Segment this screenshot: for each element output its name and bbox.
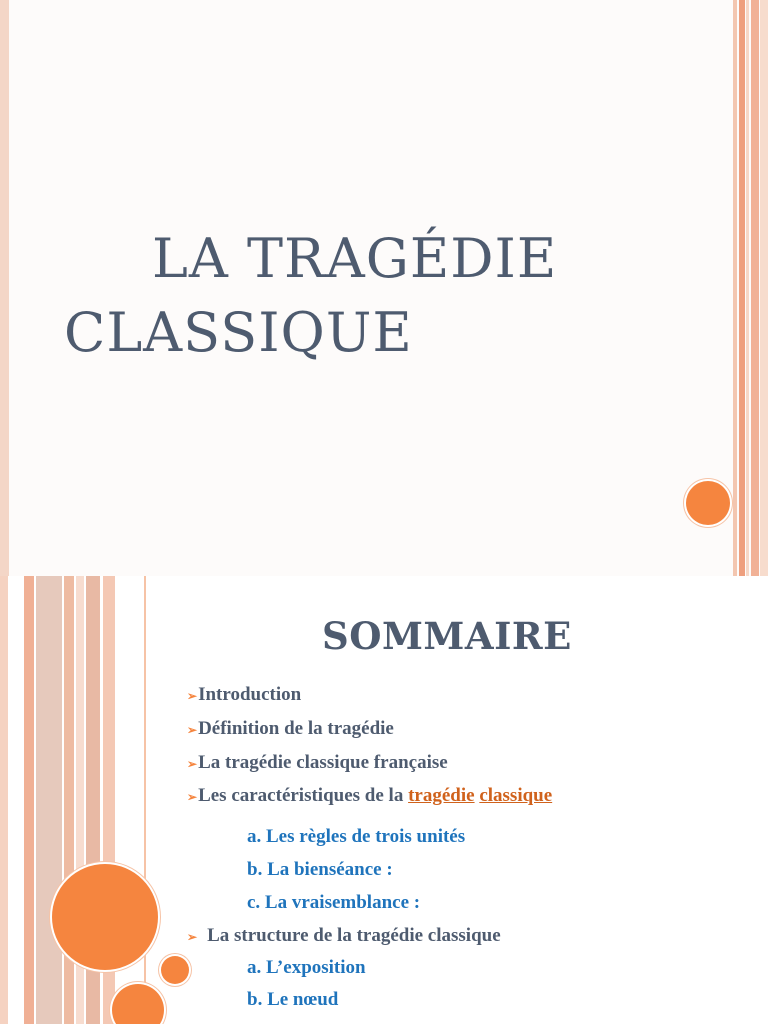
decorative-stripe [746, 0, 749, 576]
decorative-stripe [24, 576, 34, 1024]
title-line-2: CLASSIQUE [64, 301, 413, 364]
decorative-stripe [760, 0, 768, 576]
list-item [187, 718, 394, 740]
decorative-stripe [144, 576, 146, 1024]
decorative-stripe [36, 576, 62, 1024]
title-line-1: LA TRAGÉDIE [152, 227, 558, 290]
list-item-text: Les caractéristiques de la [198, 785, 409, 806]
list-item-text: La structure de la tragédie classique [207, 925, 501, 946]
list-item [187, 684, 301, 706]
slide-left-border [0, 0, 9, 576]
decorative-stripe [751, 0, 759, 576]
sub-item: a. Les règles de trois unités [247, 826, 466, 847]
slide-title [64, 222, 664, 370]
arrow-bullet-icon: ➢ [187, 930, 198, 944]
list-item-text: Introduction [198, 684, 302, 705]
arrow-bullet-icon: ➢ [187, 790, 198, 804]
decorative-circle [686, 481, 730, 525]
list-item-text: La tragédie classique française [198, 752, 448, 773]
summary-title: SOMMAIRE [322, 614, 572, 658]
sub-item: b. Le nœud [247, 989, 339, 1010]
sub-item: c. La vraisemblance : [247, 892, 421, 913]
list-item [187, 925, 501, 947]
decorative-circle [161, 956, 189, 984]
sub-item: b. La bienséance : [247, 859, 393, 880]
list-item [187, 752, 448, 774]
summary-slide [0, 576, 768, 1024]
decorative-circle [112, 984, 164, 1024]
tragedie-link[interactable]: tragédie [408, 785, 475, 806]
decorative-stripe [739, 0, 745, 576]
arrow-bullet-icon: ➢ [187, 757, 198, 771]
list-item [187, 785, 552, 807]
arrow-bullet-icon: ➢ [187, 723, 198, 737]
classique-link[interactable]: classique [479, 785, 553, 806]
decorative-stripe [733, 0, 737, 576]
list-item-text: Définition de la tragédie [198, 718, 394, 739]
decorative-circle [52, 864, 158, 970]
sub-item: a. L’exposition [247, 957, 366, 978]
arrow-bullet-icon: ➢ [187, 689, 198, 703]
decorative-stripe [0, 576, 8, 1024]
